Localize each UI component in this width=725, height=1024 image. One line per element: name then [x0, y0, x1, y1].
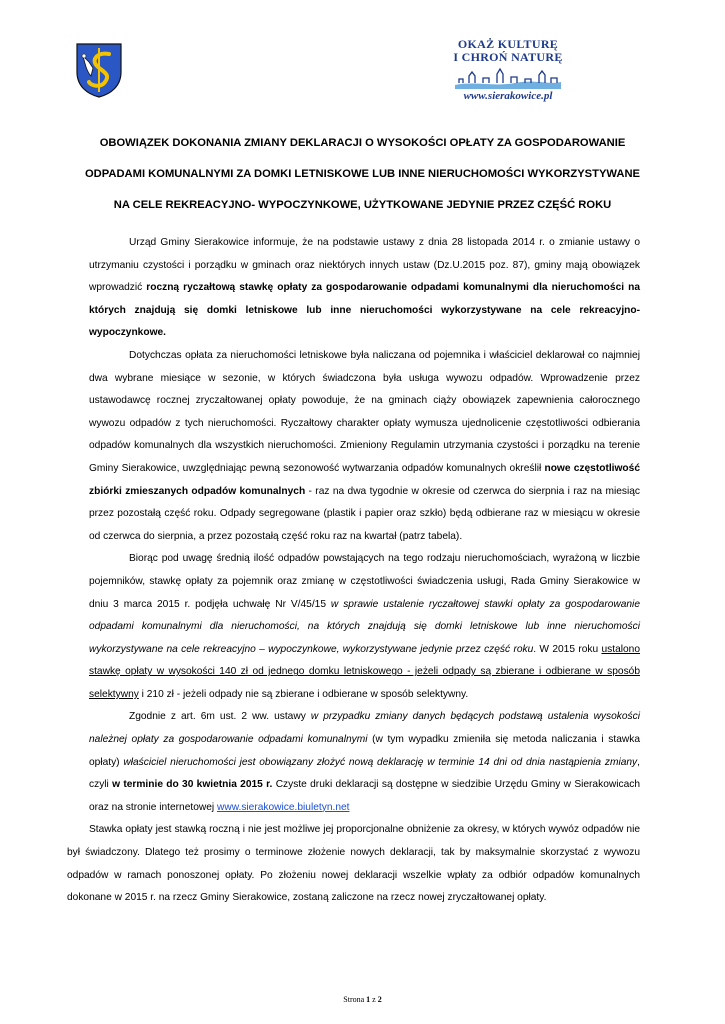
- title-line-3: NA CELE REKREACYJNO- WYPOCZYNKOWE, UŻYTKOWANE JEDYNIE PRZEZ CZĘŚĆ ROKU: [113, 199, 612, 211]
- paragraph-3-italic: w sprawie ustalenie ryczałtowej stawki opłaty za gospodarowanie odpadami komunalnymi dla nieruchomości, na których znajdują się domki letniskowe lub inne nieruchomości wykorzystywane na cele rekreacyjno – wypoczynkowe, wykorzystywane jedynie przez część roku: [89, 598, 640, 655]
- document-title: [70, 128, 655, 221]
- brand-website: www.sierakowice.pl: [463, 90, 553, 102]
- paragraph-4-text-2: (w tym wypadku zmieniła się metoda naliczania i stawka opłaty): [89, 734, 640, 768]
- paragraph-1-text: Urząd Gminy Sierakowice informuje, że na podstawie ustawy z dnia 28 listopada 2014 r. o zmianie ustawy o utrzymaniu czystości i porządku w gminach oraz niektórych innych ustaw (Dz.U.2015 poz. 87), gminy mają obowiązek wprowadzić: [89, 237, 640, 294]
- paragraph-2-bold: nowe częstotliwość zbiórki zmieszanych odpadów komunalnych: [89, 462, 640, 497]
- paragraph-3-underline: ustalono stawkę opłaty w wysokości 140 zł od jednego domku letniskowego - jeżeli odpady są zbierane i odbierane w sposób selektywny: [89, 643, 641, 700]
- paragraph-4-italic-1: w przypadku zmiany danych będących podstawą ustalenia wysokości należnej opłaty za gospodarowanie odpadami komunalnymi: [89, 711, 640, 746]
- paragraph-4-text-3: , czyli: [89, 756, 640, 791]
- brand-slogan-line2: I CHROŃ NATURĘ: [453, 50, 563, 64]
- page-footer: [0, 995, 725, 1004]
- footer-text-of: z: [370, 995, 378, 1004]
- title-line-2: ODPADAMI KOMUNALNYMI ZA DOMKI LETNISKOWE LUB INNE NIERUCHOMOŚCI WYKORZYSTYWANE: [84, 168, 640, 180]
- coat-of-arms-logo: [75, 42, 123, 98]
- paragraph-3: [89, 548, 640, 706]
- paragraph-2-text: Dotychczas opłata za nieruchomości letniskowe była naliczana od pojemnika i właściciel deklarował co najmniej dwa wybrane miesiące w sezonie, w których świadczona była usługa wywozu odpadów. Wprowadzenie przez ustawodawcę rocznej zryczałtowanej opłaty powoduje, że na gminach ciąży obowiązek zapewnienia całorocznego wywozu odpadów z tych nieruchomości. Ryczałtowy charakter opłaty wymusza ujednolicenie częstotliwości odbierania odpadów komunalnych dla wszystkich nieruchomości. Zmieniony Regulamin utrzymania czystości i porządku na terenie Gminy Sierakowice, uwzględniając pewną sezonowość wytwarzania odpadów komunalnych określił: [89, 349, 640, 474]
- paragraph-1: [89, 232, 640, 345]
- footer-text-page: Strona: [343, 995, 367, 1004]
- paragraph-3-text-end: i 210 zł - jeżeli odpady nie są zbierane i odbierane w sposób selektywny.: [138, 688, 469, 700]
- footer-page-number: 1: [366, 995, 371, 1004]
- document-body: [67, 232, 641, 910]
- paragraph-2-text-end: - raz na dwa tygodnie w okresie od czerwca do sierpnia i raz na miesiąc przez pozostałą część roku. Odpady segregowane (plastik i papier oraz szkło) będą odbierane raz w miesiącu w okresie od czerwca do sierpnia, a przez pozostałą część roku raz na kwartał (patrz tabela).: [89, 485, 641, 542]
- paragraph-4-text: Zgodnie z art. 6m ust. 2 ww. ustawy: [129, 711, 311, 723]
- paragraph-1-bold: roczną ryczałtową stawkę opłaty za gospodarowanie odpadami komunalnymi dla nieruchomości na których znajdują się domki letniskowe lub inne nieruchomości wykorzystywane na cele rekreacyjno-wypoczynkowe.: [89, 282, 640, 339]
- paragraph-4-text-4: Czyste druki deklaracji są dostępne w siedzibie Urzędu Gminy w Sierakowicach oraz na stronie internetowej: [89, 779, 640, 813]
- brand-slogan-line1: OKAŻ KULTURĘ: [457, 37, 559, 51]
- paragraph-4-deadline: w terminie do 30 kwietnia 2015 r.: [112, 779, 273, 791]
- bulletin-link[interactable]: www.sierakowice.biuletyn.net: [216, 801, 350, 813]
- brand-logo: [453, 38, 563, 102]
- paragraph-5: Stawka opłaty jest stawką roczną i nie jest możliwe jej proporcjonalne obniżenie za okresy, w których wywóz odpadów nie był świadczony. Dlatego też prosimy o terminowe złożenie nowych deklaracji, tak by maksymalnie skorzystać z wywozu odpadów w ramach ponoszonej opłaty. Po złożeniu nowej deklaracji wszelkie wpłaty za odbiór odpadów komunalnych dokonane w 2015 r. na rzecz Gminy Sierakowice, zostaną zaliczone na rzecz nowej zryczałtowanej opłaty.: [67, 824, 640, 904]
- paragraph-3-text-mid: . W 2015 roku: [533, 643, 602, 655]
- paragraph-2: [89, 345, 640, 548]
- town-skyline-icon: [455, 67, 561, 89]
- paragraph-4: [89, 706, 640, 819]
- title-line-1: OBOWIĄZEK DOKONANIA ZMIANY DEKLARACJI O WYSOKOŚCI OPŁATY ZA GOSPODAROWANIE: [99, 137, 626, 149]
- paragraph-4-italic-2: właściciel nieruchomości jest obowiązany złożyć nową deklarację w terminie 14 dni od dnia nastąpienia zmiany: [123, 756, 638, 768]
- footer-page-total: 2: [377, 995, 382, 1004]
- paragraph-3-text: Biorąc pod uwagę średnią ilość odpadów powstających na tego rodzaju nieruchomościach, wyrażoną w liczbie pojemników, stawkę opłaty za pojemnik oraz zmianę w częstotliwości świadczenia usługi, Rada Gminy Sierakowice w dniu 3 marca 2015 r. podjęła uchwałę Nr V/45/15: [89, 553, 640, 610]
